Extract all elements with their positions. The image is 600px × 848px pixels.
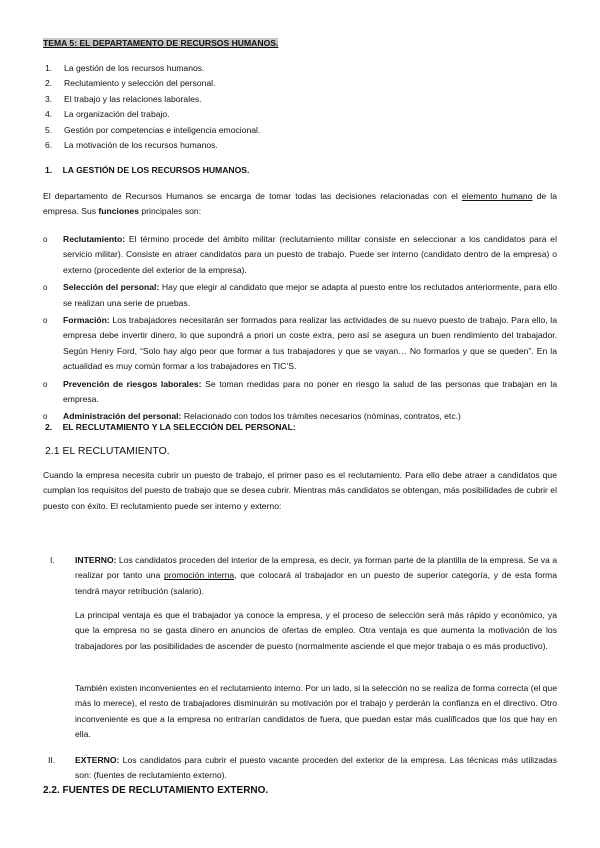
section-1-heading: 1. LA GESTIÓN DE LOS RECURSOS HUMANOS. xyxy=(45,165,250,175)
list-item: o Formación: Los trabajadores necesitarán ser formados para realizar las actividades de su nuevo puesto de trabajo. Para ello, la empresa debe invertir dinero, lo que supondrá a priori un coste extra, pero así se asegura un buen rendimiento del trabajador. Según Henry Ford, “Solo hay algo peor que formar a tus trabajadores y que se vayan… No formarlos y que se queden”. En la actualidad es muy común formar a los trabajadores en TIC’S. xyxy=(43,315,557,372)
interno-inconvenientes: También existen inconvenientes en el reclutamiento interno. Por un lado, si la selección no se realiza de forma correcta (el que más lo merece), el resto de trabajadores disminuirán su motivación por el trabajo y perderán la confianza en el directivo. Otro inconveniente es que a la empresa no entrarían candidatos de fuera, que puedan estar más cualificados que los que hay en ella. xyxy=(75,683,557,740)
reclutamiento-intro: Cuando la empresa necesita cubrir un puesto de trabajo, el primer paso es el reclutamiento. Para ello debe atraer a candidatos que cumplan los requisitos del puesto de trabajo que se desea cubrir. Mientras más candidatos se obtengan, más posibilidades de cubrir el puesto con éxito. El reclutamiento puede ser interno y externo: xyxy=(43,470,557,511)
list-item: o Reclutamiento: El término procede del ámbito militar (reclutamiento militar consiste en seleccionar a los candidatos para el servicio militar). Consiste en atraer candidatos para un puesto de trabajo. Puede ser interno (candidato dentro de la empresa) o externo (procedente del exterior de la empresa). xyxy=(43,234,557,275)
promocion-interna-link: promoción interna xyxy=(164,570,235,581)
list-item: o Selección del personal: Hay que elegir al candidato que mejor se adapta al puesto entre los reclutados anteriormente, para ello se realizan una serie de pruebas. xyxy=(43,282,558,308)
toc-item: 1. La gestión de los recursos humanos. xyxy=(45,63,205,73)
section-1-intro: El departamento de Recursos Humanos se encarga de tomar todas las decisiones relacionadas con el elemento humano de la empresa. Sus funciones principales son: xyxy=(43,191,557,217)
toc-item: 5. Gestión por competencias e inteligencia emocional. xyxy=(45,124,261,135)
toc-item: 4. La organización del trabajo. xyxy=(45,109,170,120)
functions-list xyxy=(43,232,557,425)
list-item: o Administración del personal: Relacionado con todos los trámites necesarios (nóminas, contratos, etc.) xyxy=(43,411,461,422)
toc-item: 2. Reclutamiento y selección del personal. xyxy=(45,78,216,89)
title-text: TEMA 5: EL DEPARTAMENTO DE RECURSOS HUMANOS. xyxy=(43,38,279,48)
subsection-2-2-heading: 2.2. FUENTES DE RECLUTAMIENTO EXTERNO. xyxy=(43,785,269,796)
subsection-2-1-heading: 2.1 EL RECLUTAMIENTO. xyxy=(45,445,170,457)
toc-list xyxy=(45,61,445,153)
interno-ventaja: La principal ventaja es que el trabajador ya conoce la empresa, y el proceso de selección será más rápido y económico, ya que la empresa no se gasta dinero en anuncios de ofertas de empleo. Otra ventaja es que aumenta la motivación de los trabajadores por las posibilidades de ascender de puesto (normalmente asciende el que mejor trabaja o es más productivo). xyxy=(75,610,557,651)
toc-item: 6. La motivación de los recursos humanos. xyxy=(45,140,218,151)
document-title xyxy=(43,36,278,51)
externo-item: II. EXTERNO: Los candidatos para cubrir el puesto vacante proceden del exterior de la empresa. Las técnicas más utilizadas son: (fuentes de reclutamiento externo). xyxy=(48,755,557,781)
elemento-humano-link: elemento humano xyxy=(461,191,533,201)
interno-item: I. INTERNO: Los candidatos proceden del interior de la empresa, es decir, ya forman parte de la plantilla de la empresa. Se va a realizar por tanto una promoción interna, que colocará al trabajador en un puesto de superior categoría, y de esta forma tendrá mayor retribución (salario). xyxy=(50,555,557,596)
list-item: o Prevención de riesgos laborales: Se toman medidas para no poner en riesgo la salud de las personas que trabajan en la empresa. xyxy=(43,378,557,405)
toc-item: 3. El trabajo y las relaciones laborales. xyxy=(45,93,202,104)
section-2-heading: 2. EL RECLUTAMIENTO Y LA SELECCIÓN DEL PERSONAL: xyxy=(45,422,296,432)
